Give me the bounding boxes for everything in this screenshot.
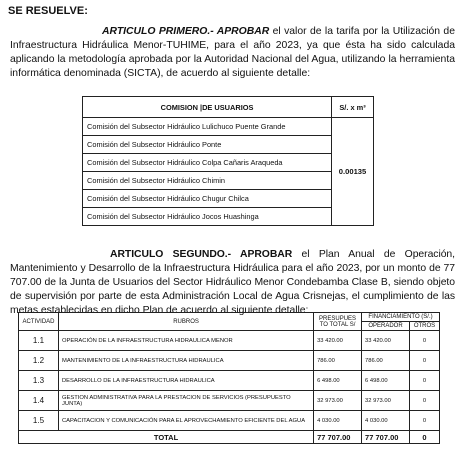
article-two-lead: ARTICULO SEGUNDO.- APROBAR: [110, 249, 293, 260]
operator-value: 786.00: [362, 351, 410, 371]
section-heading: SE RESUELVE:: [8, 5, 88, 17]
others-value: 0: [410, 351, 440, 371]
table-row: [19, 351, 440, 371]
activity-header: ACTIVIDAD: [19, 313, 59, 331]
table-row: [19, 331, 440, 351]
rubro-text: CAPACITACION Y COMUNICACIÓN PARA EL APROVECHAMIENTO EFICIENTE DEL AGUA: [58, 411, 313, 431]
article-two-paragraph: [10, 248, 455, 318]
total-others: 0: [410, 431, 440, 444]
budget-value: 4 030.00: [314, 411, 362, 431]
others-value: 0: [410, 331, 440, 351]
rubro-text: OPERACIÓN DE LA INFRAESTRUCTURA HIDRAULICA MENOR: [58, 331, 313, 351]
commission-name: Comisión del Subsector Hidráulico Lulichuco Puente Grande: [83, 118, 332, 136]
total-operator: 77 707.00: [362, 431, 410, 444]
others-value: 0: [410, 371, 440, 391]
activity-code: 1.4: [19, 391, 59, 411]
rubro-text: GESTION ADMINISTRATIVA PARA LA PRESTACION DE SERVICIOS (PRESUPUESTO JUNTA): [58, 391, 313, 411]
operator-header: OPERADOR: [362, 322, 410, 331]
table-row: [19, 411, 440, 431]
activity-code: 1.2: [19, 351, 59, 371]
commission-name: Comisión del Subsector Hidráulico Chimin: [83, 172, 332, 190]
total-budget: 77 707.00: [314, 431, 362, 444]
article-two-body: el Plan Anual de Operación, Mantenimiento y Desarrollo de la Infraestructura Hidráulica para el año 2023, por un monto de 77 707.00 de la Junta de Usuarios del Sector Hidráulico Menor Condebamba Clase B, siendo objeto de supervisión por parte de esta Administración Local de Agua Crisnejas, el cumplimiento de las metas establecidas en dicho Plan de acuerdo al siguiente detalle:: [10, 249, 455, 316]
plan-table-header: [19, 313, 440, 322]
total-row: [19, 431, 440, 444]
operator-value: 32 973.00: [362, 391, 410, 411]
budget-value: 33 420.00: [314, 331, 362, 351]
operator-value: 33 420.00: [362, 331, 410, 351]
budget-value: 32 973.00: [314, 391, 362, 411]
others-header: OTROS: [410, 322, 440, 331]
operator-value: 6 498.00: [362, 371, 410, 391]
tariff-table-header: [83, 97, 374, 118]
rubro-text: MANTENIMIENTO DE LA INFRAESTRUCTURA HIDRAULICA: [58, 351, 313, 371]
table-row: [83, 154, 374, 172]
total-label: TOTAL: [19, 431, 314, 444]
rubro-text: DESARROLLO DE LA INFRAESTRUCTURA HIDRAULICA: [58, 371, 313, 391]
table-row: [83, 190, 374, 208]
table-row: [19, 371, 440, 391]
others-value: 0: [410, 411, 440, 431]
tariff-value: 0.00135: [332, 118, 374, 226]
table-row: [83, 172, 374, 190]
table-row: [83, 118, 374, 136]
tariff-table: [82, 96, 374, 226]
commission-name: Comisión del Subsector Hidráulico Colpa Cañaris Araqueda: [83, 154, 332, 172]
commission-name: Comisión del Subsector Hidráulico Chugur Chilca: [83, 190, 332, 208]
commission-name: Comisión del Subsector Hidráulico Ponte: [83, 136, 332, 154]
others-value: 0: [410, 391, 440, 411]
budget-header: PRESUPUES TO TOTAL S/: [314, 313, 362, 331]
commission-header: COMISION |DE USUARIOS: [83, 97, 332, 118]
article-one-body: el valor de la tarifa por la Utilización de Infraestructura Hidráulica Menor-TUHIME, para el año 2023, ya que ésta ha sido calculada aplicando la metodología aprobada por la Autoridad Nacional del Agua, utilizando la herramienta informática denominada (SICTA), de acuerdo al siguiente detalle:: [10, 26, 455, 79]
article-one-paragraph: [10, 25, 455, 81]
activity-code: 1.3: [19, 371, 59, 391]
budget-value: 6 498.00: [314, 371, 362, 391]
table-row: [19, 391, 440, 411]
unit-header: S/. x m³: [332, 97, 374, 118]
table-row: [83, 136, 374, 154]
table-row: [83, 208, 374, 226]
commission-name: Comisión del Subsector Hidráulico Jocos Huashinga: [83, 208, 332, 226]
activity-code: 1.1: [19, 331, 59, 351]
plan-table: [18, 312, 440, 444]
operator-value: 4 030.00: [362, 411, 410, 431]
rubros-header: RUBROS: [58, 313, 313, 331]
financing-header: FINANCIAMIENTO (S/.): [362, 313, 440, 322]
activity-code: 1.5: [19, 411, 59, 431]
article-one-lead: ARTICULO PRIMERO.- APROBAR: [102, 26, 270, 37]
budget-value: 786.00: [314, 351, 362, 371]
